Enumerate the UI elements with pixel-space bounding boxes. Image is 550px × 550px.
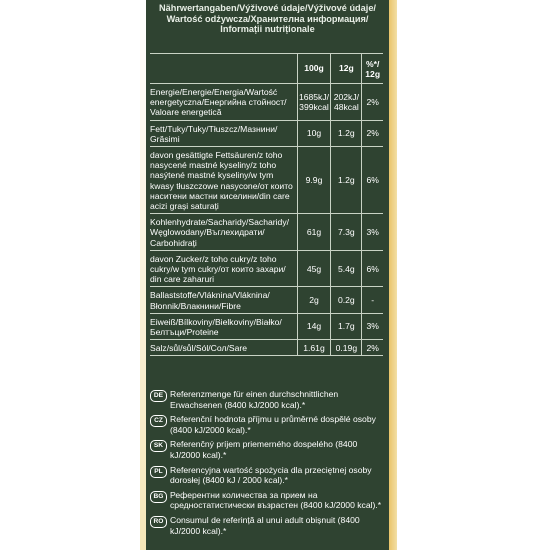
row-label: Kohlenhydrate/Sacharidy/Sacharidy/ Węglowodany/Въглехидрати/ Carbohidrați [150,217,290,248]
table-row-carbohydrates [150,214,383,251]
table-row-energy [150,84,383,121]
package-yellow-stripe [389,0,397,550]
language-badge-pl: PL [150,466,167,478]
language-badge-bg: BG [150,491,167,503]
footnote-cz [150,414,383,435]
row-label: Ballaststoffe/Vláknina/Vláknina/ Błonnik/Влакнини/Fibre [150,290,270,311]
language-badge-cz: CZ [150,415,167,427]
footnote-bg [150,490,383,511]
value-percent: 2% [361,340,383,355]
table-row-saturated-fat [150,147,383,214]
footnote-text: Consumul de referință al unui adult obișnuit (8400 kJ/2000 kcal).* [170,514,360,536]
table-row-fibre [150,287,383,313]
table-header-row [150,54,383,84]
value-12g: 7.3g [330,214,361,250]
value-percent: 3% [361,314,383,339]
row-label: davon Zucker/z toho cukry/z toho cukry/w tym cukry/от които захари/ din care zaharuri [150,253,286,285]
value-12g: 1.2g [330,147,361,213]
footnote-text: Referenzmenge für einen durchschnittlichen Erwachsenen (8400 kJ/2000 kcal).* [170,389,339,410]
row-label: Eiweiß/Bílkoviny/Bielkoviny/Białko/ Белтъци/Proteine [150,316,282,338]
value-100g: 1.61g [297,340,331,355]
nutrition-table [150,53,383,356]
nutrition-label [146,0,389,550]
column-percent-top: %*/ [365,58,380,69]
value-100g: 9.9g [297,147,331,213]
footnote-text: Referencyjna wartość spożycia dla przeciętnej osoby dorosłej (8400 kJ / 2000 kcal).* [170,464,372,486]
footnote-sk [150,439,383,460]
header-spacer [150,54,297,83]
row-label: Salz/sůl/sůl/Sól/Сол/Sare [150,343,248,354]
header-line-1: Nährwertangaben/Výživové údaje/Výživové údaje/ [158,3,376,13]
table-row-sugars [150,251,383,288]
value-percent: 2% [361,84,383,120]
row-label: davon gesättigte Fettsäuren/z toho nasycené mastné kyseliny/z toho nasýtené mastné kyseliny/w tym kwasy tłuszczowe nasycone/от които наситени мастни киселини/din care acizi grași saturați [150,150,293,212]
value-100g: 2g [297,287,331,312]
table-row-protein [150,314,383,340]
background-left [0,0,140,550]
table-row-salt [150,340,383,356]
label-header [146,0,389,49]
language-badge-ro: RO [150,516,167,528]
row-label: Fett/Tuky/Tuky/Tłuszcz/Мазнини/ Grăsimi [150,123,278,144]
table-row-fat [150,121,383,147]
language-badge-sk: SK [150,440,167,452]
value-100g: 1685kJ/ 399kcal [297,84,331,120]
value-12g: 202kJ/ 48kcal [330,84,361,120]
row-label: Energie/Energie/Energia/Wartość energetyczna/Енергийна стойност/ Valoare energetică [150,87,287,118]
footnote-pl [150,465,383,486]
value-100g: 61g [297,214,331,250]
language-badge-de: DE [150,390,167,402]
footnote-ro [150,515,383,536]
value-percent: - [361,287,383,312]
value-percent: 3% [361,214,383,250]
footnote-text: Референтни количества за прием на средностатистически възрастен (8400 kJ/2000 kcal).* [170,489,382,511]
column-percent-bottom: 12g [365,68,381,79]
footnote-de [150,389,383,410]
value-12g: 1.2g [330,121,361,146]
value-100g: 14g [297,314,331,339]
value-percent: 6% [361,147,383,213]
value-100g: 45g [297,251,331,287]
column-12g: 12g [330,54,361,83]
column-100g: 100g [297,54,331,83]
value-percent: 2% [361,121,383,146]
column-percent [361,54,383,83]
value-12g: 0.19g [330,340,361,355]
footnote-text: Referenční hodnota příjmu u průměrné dospělé osoby (8400 kJ/2000 kcal).* [170,414,376,435]
header-line-2: Wartość odżywcza/Хранителна информация/ [166,13,369,24]
value-100g: 10g [297,121,331,146]
value-12g: 0.2g [330,287,361,312]
footnotes [150,389,383,540]
value-12g: 5.4g [330,251,361,287]
value-percent: 6% [361,251,383,287]
value-12g: 1.7g [330,314,361,339]
footnote-text: Referenčný príjem priemerného dospelého (8400 kJ/2000 kcal).* [170,439,358,460]
header-line-3: Informații nutriționale [220,24,315,35]
